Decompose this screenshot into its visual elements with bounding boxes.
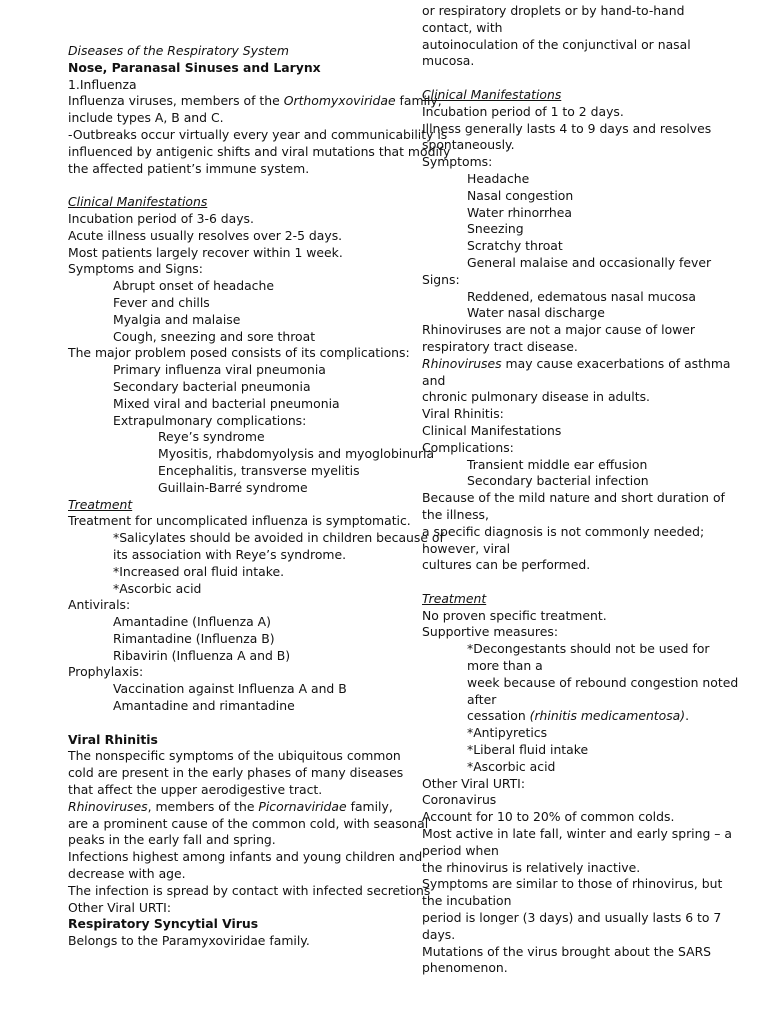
text-line bbox=[422, 221, 752, 238]
text-line bbox=[422, 272, 752, 289]
text-run: Encephalitis, transverse myelitis bbox=[158, 462, 360, 478]
text-run: decrease with age. bbox=[68, 866, 186, 882]
text-line bbox=[68, 261, 398, 278]
text-run: Mutations of the virus brought about the SARS bbox=[422, 943, 712, 959]
text-line bbox=[68, 681, 398, 698]
text-line bbox=[422, 37, 752, 54]
text-line bbox=[422, 373, 752, 390]
text-line bbox=[68, 581, 398, 598]
text-line bbox=[68, 194, 398, 211]
text-run: *Increased oral fluid intake. bbox=[113, 563, 285, 579]
text-line bbox=[422, 171, 752, 188]
text-line bbox=[68, 77, 398, 94]
text-line bbox=[68, 782, 398, 799]
text-run: -Outbreaks occur virtually every year and communicability is bbox=[68, 126, 448, 142]
text-line bbox=[68, 480, 398, 497]
text-run: Headache bbox=[467, 170, 530, 186]
text-run: Signs: bbox=[422, 271, 460, 287]
text-line bbox=[422, 356, 752, 373]
text-run: contact, with bbox=[422, 19, 503, 35]
text-line bbox=[68, 631, 398, 648]
text-line bbox=[68, 211, 398, 228]
text-run: and bbox=[422, 372, 446, 388]
text-line bbox=[422, 473, 752, 490]
text-line bbox=[68, 530, 444, 547]
text-line bbox=[422, 541, 752, 558]
text-run: the affected patient’s immune system. bbox=[68, 160, 310, 176]
text-line bbox=[422, 406, 752, 423]
text-line bbox=[422, 658, 752, 675]
text-run: *Liberal fluid intake bbox=[467, 742, 589, 758]
text-line bbox=[68, 648, 398, 665]
text-run: Respiratory Syncytial Virus bbox=[68, 916, 259, 932]
text-run: *Decongestants should not be used for bbox=[467, 641, 710, 657]
text-run: Picornaviridae bbox=[258, 798, 347, 814]
text-line bbox=[422, 389, 752, 406]
text-line bbox=[68, 43, 398, 60]
text-run: No proven specific treatment. bbox=[422, 607, 607, 623]
text-line bbox=[68, 849, 423, 866]
text-run: Influenza viruses, members of the bbox=[68, 93, 284, 109]
text-line bbox=[422, 557, 752, 574]
text-run: Ribavirin (Influenza A and B) bbox=[113, 647, 291, 663]
text-line bbox=[68, 614, 398, 631]
text-line bbox=[422, 910, 752, 927]
blank-line bbox=[68, 715, 398, 732]
text-line bbox=[68, 513, 411, 530]
text-line bbox=[68, 329, 398, 346]
text-line bbox=[68, 900, 398, 917]
text-line bbox=[68, 597, 398, 614]
text-line bbox=[68, 396, 398, 413]
text-line bbox=[422, 624, 752, 641]
text-run: may cause exacerbations of asthma bbox=[501, 355, 731, 371]
text-line bbox=[68, 161, 398, 178]
text-line bbox=[68, 564, 398, 581]
text-run: Orthomyxoviridae bbox=[283, 93, 396, 109]
text-run: Symptoms are similar to those of rhinovirus, but bbox=[422, 876, 723, 892]
text-line bbox=[422, 457, 752, 474]
text-line bbox=[68, 60, 398, 77]
text-run: family, bbox=[346, 798, 393, 814]
text-run: Most active in late fall, winter and early spring – a bbox=[422, 826, 732, 842]
text-run: days. bbox=[422, 926, 456, 942]
text-line bbox=[68, 916, 398, 933]
text-line bbox=[68, 547, 398, 564]
text-line bbox=[68, 429, 398, 446]
text-line bbox=[422, 692, 752, 709]
text-run: Nose, Paranasal Sinuses and Larynx bbox=[68, 59, 321, 75]
text-line bbox=[68, 664, 398, 681]
text-line bbox=[422, 20, 752, 37]
text-run: Antivirals: bbox=[68, 597, 131, 613]
text-line bbox=[68, 379, 398, 396]
text-line bbox=[68, 93, 442, 110]
text-run: Nasal congestion bbox=[467, 187, 574, 203]
text-run: Primary influenza viral pneumonia bbox=[113, 362, 326, 378]
text-run: Reye’s syndrome bbox=[158, 429, 265, 445]
text-run: Supportive measures: bbox=[422, 624, 558, 640]
text-run: Coronavirus bbox=[422, 792, 497, 808]
text-run: Guillain-Barré syndrome bbox=[158, 479, 308, 495]
text-run: The infection is spread by contact with infected secretions bbox=[68, 882, 431, 898]
text-run: cultures can be performed. bbox=[422, 557, 591, 573]
text-run: Myositis, rhabdomyolysis and myoglobinuria bbox=[158, 446, 435, 462]
text-run: that affect the upper aerodigestive tract. bbox=[68, 782, 323, 798]
right-column bbox=[422, 3, 752, 977]
text-run: Clinical Manifestations bbox=[422, 422, 562, 438]
text-run: Belongs to the Paramyxoviridae family. bbox=[68, 933, 310, 949]
text-line bbox=[422, 205, 752, 222]
text-line bbox=[68, 732, 398, 749]
text-run: mucosa. bbox=[422, 53, 475, 69]
text-line bbox=[422, 792, 752, 809]
text-run: more than a bbox=[467, 658, 543, 674]
text-run: Vaccination against Influenza A and B bbox=[113, 681, 347, 697]
text-line bbox=[68, 278, 398, 295]
text-run: General malaise and occasionally fever bbox=[467, 254, 712, 270]
text-run: Secondary bacterial infection bbox=[467, 473, 649, 489]
text-run: Infections highest among infants and young children and bbox=[68, 849, 423, 865]
text-run: Transient middle ear effusion bbox=[467, 456, 648, 472]
text-run: , members of the bbox=[147, 798, 259, 814]
text-line bbox=[68, 362, 398, 379]
text-line bbox=[422, 188, 752, 205]
text-run: Secondary bacterial pneumonia bbox=[113, 378, 311, 394]
text-run: chronic pulmonary disease in adults. bbox=[422, 389, 650, 405]
text-line bbox=[68, 228, 398, 245]
text-line bbox=[422, 675, 752, 692]
text-run: *Salicylates should be avoided in children because of bbox=[113, 530, 444, 546]
text-line bbox=[68, 866, 398, 883]
text-run: Treatment bbox=[422, 590, 487, 606]
text-line bbox=[68, 799, 398, 816]
text-run: Account for 10 to 20% of common colds. bbox=[422, 809, 675, 825]
text-line bbox=[422, 826, 752, 843]
text-run: Clinical Manifestations bbox=[422, 86, 562, 102]
text-line bbox=[422, 725, 752, 742]
text-line bbox=[422, 893, 752, 910]
text-line bbox=[422, 423, 752, 440]
text-line bbox=[422, 507, 752, 524]
text-run: the rhinovirus is relatively inactive. bbox=[422, 859, 641, 875]
text-run: period when bbox=[422, 842, 499, 858]
text-line bbox=[422, 137, 752, 154]
text-run: The nonspecific symptoms of the ubiquitous common bbox=[68, 748, 401, 764]
text-line bbox=[422, 104, 752, 121]
text-run: Rhinoviruses bbox=[68, 798, 148, 814]
text-run: or respiratory droplets or by hand-to-hand bbox=[422, 3, 685, 18]
text-run: Other Viral URTI: bbox=[422, 775, 526, 791]
text-run: however, viral bbox=[422, 540, 511, 556]
text-line bbox=[422, 608, 752, 625]
text-line bbox=[422, 322, 752, 339]
text-run: Water nasal discharge bbox=[467, 305, 605, 321]
text-line bbox=[422, 524, 752, 541]
text-line bbox=[422, 776, 752, 793]
text-run: Treatment for uncomplicated influenza is symptomatic. bbox=[68, 513, 411, 529]
text-run: Abrupt onset of headache bbox=[113, 278, 274, 294]
text-run: 1.Influenza bbox=[68, 76, 137, 92]
text-run: Other Viral URTI: bbox=[68, 899, 172, 915]
text-run: Most patients largely recover within 1 week. bbox=[68, 244, 343, 260]
text-run: week because of rebound congestion noted bbox=[467, 674, 739, 690]
text-run: Incubation period of 1 to 2 days. bbox=[422, 103, 624, 119]
text-line bbox=[422, 440, 752, 457]
text-run: Complications: bbox=[422, 439, 514, 455]
text-run: a specific diagnosis is not commonly needed; bbox=[422, 523, 705, 539]
blank-line bbox=[422, 70, 752, 87]
text-run: Symptoms: bbox=[422, 154, 493, 170]
text-run: Reddened, edematous nasal mucosa bbox=[467, 288, 696, 304]
text-run: cold are present in the early phases of many diseases bbox=[68, 765, 404, 781]
text-run: Clinical Manifestations bbox=[68, 194, 208, 210]
text-run: The major problem posed consists of its complications: bbox=[68, 345, 410, 361]
text-line bbox=[422, 591, 752, 608]
text-line bbox=[422, 944, 752, 961]
text-line bbox=[422, 87, 752, 104]
text-line bbox=[68, 312, 398, 329]
text-run: Diseases of the Respiratory System bbox=[68, 43, 289, 58]
text-run: family, bbox=[395, 93, 442, 109]
text-line bbox=[422, 53, 752, 70]
text-line bbox=[422, 154, 752, 171]
text-run: Because of the mild nature and short duration of bbox=[422, 490, 725, 506]
text-line bbox=[422, 121, 752, 138]
text-run: Illness generally lasts 4 to 9 days and resolves bbox=[422, 120, 712, 136]
text-line bbox=[68, 245, 398, 262]
text-line bbox=[68, 463, 398, 480]
text-run: Cough, sneezing and sore throat bbox=[113, 328, 316, 344]
text-run: Amantadine (Influenza A) bbox=[113, 614, 271, 630]
text-run: after bbox=[467, 691, 497, 707]
text-line bbox=[68, 815, 429, 833]
text-run: Water rhinorrhea bbox=[467, 204, 572, 220]
text-run: include types A, B and C. bbox=[68, 110, 224, 126]
text-run: Extrapulmonary complications: bbox=[113, 412, 307, 428]
text-run: Viral Rhinitis: bbox=[422, 406, 504, 422]
text-line bbox=[422, 255, 752, 272]
text-line bbox=[422, 490, 752, 507]
text-run: its association with Reye’s syndrome. bbox=[113, 546, 347, 562]
text-line bbox=[68, 765, 404, 782]
text-line bbox=[68, 698, 398, 715]
text-run: Rhinoviruses are not a major cause of lower bbox=[422, 322, 696, 338]
text-run: Myalgia and malaise bbox=[113, 311, 241, 327]
text-run: Amantadine and rimantadine bbox=[113, 698, 295, 714]
text-run: influenced by antigenic shifts and viral mutations that modify bbox=[68, 143, 451, 159]
text-line bbox=[422, 876, 752, 893]
text-run: *Ascorbic acid bbox=[113, 580, 202, 596]
text-line bbox=[68, 126, 448, 144]
text-run: *Ascorbic acid bbox=[467, 758, 556, 774]
text-run: autoinoculation of the conjunctival or nasal bbox=[422, 36, 691, 52]
text-line bbox=[68, 110, 398, 127]
text-line bbox=[422, 809, 752, 826]
text-line bbox=[68, 413, 398, 430]
text-run: the illness, bbox=[422, 506, 489, 522]
text-line bbox=[422, 960, 752, 977]
text-run: Prophylaxis: bbox=[68, 664, 144, 680]
text-line bbox=[68, 748, 401, 765]
text-line bbox=[422, 305, 752, 322]
text-line bbox=[422, 641, 752, 658]
text-run: . bbox=[685, 708, 690, 724]
text-line bbox=[422, 759, 752, 776]
text-line bbox=[68, 446, 435, 463]
text-line bbox=[422, 289, 752, 306]
text-run: phenomenon. bbox=[422, 960, 508, 976]
text-run: Sneezing bbox=[467, 221, 524, 237]
text-run: Incubation period of 3-6 days. bbox=[68, 210, 254, 226]
text-line bbox=[422, 238, 752, 255]
text-run: *Antipyretics bbox=[467, 725, 548, 741]
text-run: the incubation bbox=[422, 893, 512, 909]
text-run: peaks in the early fall and spring. bbox=[68, 832, 276, 848]
text-run: (rhinitis medicamentosa) bbox=[529, 708, 686, 724]
text-line bbox=[422, 3, 752, 20]
text-line bbox=[68, 497, 398, 514]
text-run: Viral Rhinitis bbox=[68, 731, 158, 747]
text-run: respiratory tract disease. bbox=[422, 338, 578, 354]
text-run: period is longer (3 days) and usually lasts 6 to 7 bbox=[422, 910, 722, 926]
text-line bbox=[422, 742, 752, 759]
blank-line bbox=[422, 574, 752, 591]
text-line bbox=[68, 143, 451, 161]
text-run: are a prominent cause of the common cold, with seasonal bbox=[68, 815, 429, 831]
blank-line bbox=[68, 177, 398, 194]
text-line bbox=[422, 927, 752, 944]
text-run: spontaneously. bbox=[422, 137, 515, 153]
text-line bbox=[422, 708, 752, 725]
text-line bbox=[422, 339, 752, 356]
text-run: Acute illness usually resolves over 2-5 days. bbox=[68, 227, 343, 243]
text-run: Symptoms and Signs: bbox=[68, 261, 203, 277]
text-line bbox=[422, 860, 752, 877]
text-line bbox=[68, 933, 398, 950]
text-run: Rhinoviruses bbox=[422, 355, 502, 371]
text-line bbox=[68, 345, 410, 362]
text-run: Fever and chills bbox=[113, 294, 210, 310]
text-line bbox=[68, 882, 431, 900]
text-run: Scratchy throat bbox=[467, 238, 563, 254]
text-line bbox=[68, 295, 398, 312]
text-line bbox=[68, 832, 398, 849]
text-run: Rimantadine (Influenza B) bbox=[113, 630, 275, 646]
text-run: Treatment bbox=[68, 496, 133, 512]
text-run: Mixed viral and bacterial pneumonia bbox=[113, 395, 340, 411]
text-line bbox=[422, 843, 752, 860]
text-run: cessation bbox=[467, 708, 530, 724]
